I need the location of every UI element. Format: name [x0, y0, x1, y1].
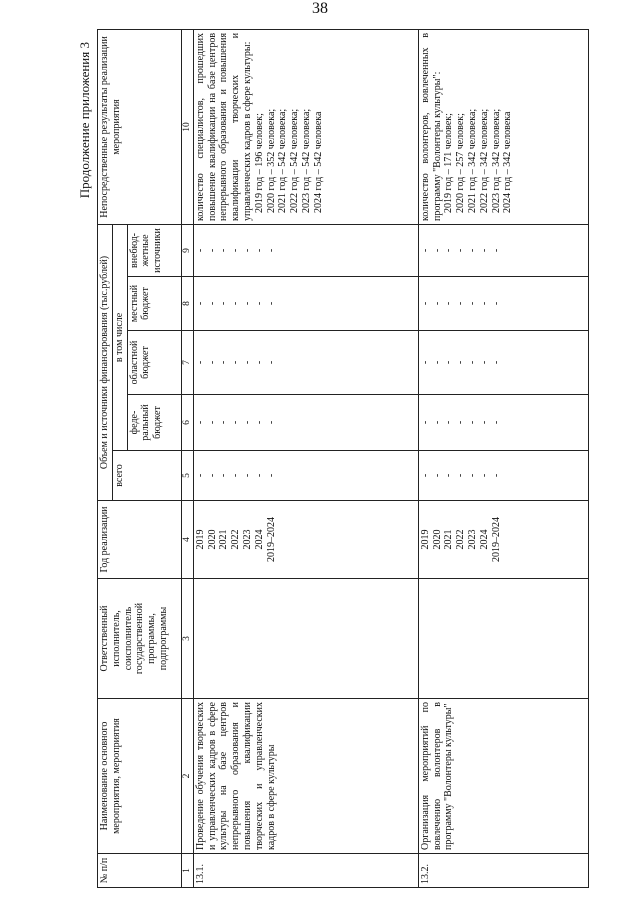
dash-value: -: [206, 301, 218, 306]
dash-value: -: [443, 420, 455, 425]
funding-extrabudget-cell: [193, 224, 418, 276]
dash-value: -: [443, 248, 455, 253]
dash-value: -: [466, 420, 478, 425]
dash-value: -: [455, 473, 467, 478]
dash-value: -: [253, 473, 265, 478]
funding-regional-cell: [418, 331, 588, 395]
dash-value: -: [466, 301, 478, 306]
dash-value: -: [218, 301, 230, 306]
continuation-note: Продолжение приложения 3: [77, 42, 92, 199]
dash-value: -: [206, 360, 218, 365]
year-value: 2024: [478, 529, 490, 550]
dash-value: -: [194, 473, 206, 478]
dash-value: -: [490, 248, 502, 253]
dash-value: -: [431, 420, 443, 425]
year-value: 2020: [431, 529, 443, 550]
years-cell: [193, 501, 418, 579]
dash-value: -: [466, 360, 478, 365]
dash-value: -: [455, 420, 467, 425]
dash-value: -: [265, 420, 277, 425]
dash-value: -: [478, 473, 490, 478]
dash-value: -: [206, 248, 218, 253]
year-value: 2023: [466, 529, 478, 550]
dash-value: -: [218, 248, 230, 253]
header-federal: феде-ральный бюджет: [127, 395, 181, 451]
dash-value: -: [206, 420, 218, 425]
dash-value: -: [194, 248, 206, 253]
row-number: 13.2.: [418, 854, 588, 888]
header-regional: областной бюджет: [127, 331, 181, 395]
result-intro: количество волонтеров, вовлеченных в программу "Волонтеры культуры":: [419, 32, 443, 221]
dash-value: -: [431, 301, 443, 306]
dash-value: -: [206, 473, 218, 478]
rotated-page: [75, 18, 600, 888]
dash-value: -: [490, 360, 502, 365]
dash-value: -: [490, 301, 502, 306]
row-number: 13.1.: [193, 854, 418, 888]
year-value: 2019–2024: [490, 517, 502, 562]
result-line: 2022 год – 542 человека;: [289, 108, 301, 213]
dash-value: -: [241, 360, 253, 365]
dash-value: -: [265, 248, 277, 253]
executor-cell: [193, 579, 418, 699]
activity-name: Организация мероприятий по вовлечению волонтеров в программу "Волонтеры культуры": [418, 699, 588, 854]
dash-value: -: [194, 420, 206, 425]
dash-value: -: [455, 360, 467, 365]
result-line: 2021 год – 342 человека;: [466, 108, 478, 213]
funding-extrabudget-cell: [418, 224, 588, 276]
year-value: 2019: [194, 529, 206, 550]
dash-value: -: [431, 473, 443, 478]
column-number: 7: [181, 331, 193, 395]
column-numbers-row: [181, 29, 193, 887]
funding-local-cell: [418, 277, 588, 331]
funding-total-cell: [418, 451, 588, 501]
page-number: 38: [312, 0, 328, 17]
dash-value: -: [490, 473, 502, 478]
column-number: 10: [181, 29, 193, 224]
column-number: 2: [181, 699, 193, 854]
result-line: 2020 год – 352 человека;: [265, 108, 277, 213]
dash-value: -: [443, 473, 455, 478]
result-line: 2019 год – 196 человек;: [253, 113, 265, 213]
year-value: 2022: [230, 529, 242, 550]
column-number: 5: [181, 451, 193, 501]
column-number: 9: [181, 224, 193, 276]
dash-value: -: [419, 301, 431, 306]
funding-federal-cell: [193, 395, 418, 451]
dash-value: -: [218, 420, 230, 425]
dash-value: -: [478, 248, 490, 253]
table-row: [193, 29, 418, 887]
result-line: 2024 год – 542 человека: [312, 111, 324, 213]
result-line: 2022 год – 342 человека;: [478, 108, 490, 213]
dash-value: -: [194, 360, 206, 365]
year-value: 2024: [253, 529, 265, 550]
year-value: 2022: [455, 529, 467, 550]
result-line: 2020 год – 257 человек;: [455, 113, 467, 213]
dash-value: -: [241, 248, 253, 253]
dash-value: -: [241, 420, 253, 425]
year-value: 2021: [218, 529, 230, 550]
dash-value: -: [241, 473, 253, 478]
column-number: 1: [181, 854, 193, 888]
dash-value: -: [230, 420, 242, 425]
executor-cell: [418, 579, 588, 699]
dash-value: -: [419, 248, 431, 253]
header-results: Непосредственные результаты реализации мероприятия: [98, 29, 182, 224]
table-row: [418, 29, 588, 887]
dash-value: -: [265, 301, 277, 306]
result-cell: [193, 29, 418, 224]
header-including: в том числе: [112, 224, 127, 450]
dash-value: -: [431, 360, 443, 365]
program-table: [97, 29, 589, 888]
year-value: 2021: [443, 529, 455, 550]
dash-value: -: [230, 301, 242, 306]
activity-name: Проведение обучения творческих и управленческих кадров в сфере культуры на базе центров непрерывного образования и повышения квалификации творческих и управленческих кадров в сфере культуры: [193, 699, 418, 854]
funding-regional-cell: [193, 331, 418, 395]
header-name: Наименование основного мероприятия, мероприятия: [98, 699, 182, 854]
dash-value: -: [230, 248, 242, 253]
result-line: 2024 год – 342 человека: [502, 111, 514, 213]
dash-value: -: [443, 301, 455, 306]
result-line: 2023 год – 342 человека;: [490, 108, 502, 213]
dash-value: -: [419, 473, 431, 478]
dash-value: -: [455, 248, 467, 253]
dash-value: -: [253, 420, 265, 425]
dash-value: -: [194, 301, 206, 306]
header-num: № п/п: [98, 854, 182, 888]
header-executor: Ответственный исполнитель, соисполнитель государственной программы, подпрограммы: [98, 579, 182, 699]
dash-value: -: [230, 473, 242, 478]
year-value: 2023: [241, 529, 253, 550]
header-total: всего: [112, 451, 181, 501]
dash-value: -: [265, 473, 277, 478]
column-number: 4: [181, 501, 193, 579]
dash-value: -: [253, 301, 265, 306]
result-line: 2023 год – 542 человека;: [300, 108, 312, 213]
dash-value: -: [419, 420, 431, 425]
dash-value: -: [419, 360, 431, 365]
result-intro: количество специалистов, прошедших повышение квалификации на базе центров непрерывного образования и повышения квалификации творческих и управленческих кадров в сфере культуры:: [194, 32, 253, 221]
dash-value: -: [253, 248, 265, 253]
year-value: 2020: [206, 529, 218, 550]
year-value: 2019–2024: [265, 517, 277, 562]
dash-value: -: [490, 420, 502, 425]
dash-value: -: [265, 360, 277, 365]
dash-value: -: [466, 473, 478, 478]
dash-value: -: [478, 360, 490, 365]
result-line: 2019 год – 171 человек;: [443, 113, 455, 213]
column-number: 6: [181, 395, 193, 451]
dash-value: -: [230, 360, 242, 365]
header-local: местный бюджет: [127, 277, 181, 331]
header-year: Год реализации: [98, 501, 182, 579]
column-number: 3: [181, 579, 193, 699]
funding-federal-cell: [418, 395, 588, 451]
dash-value: -: [431, 248, 443, 253]
funding-local-cell: [193, 277, 418, 331]
funding-total-cell: [193, 451, 418, 501]
dash-value: -: [455, 301, 467, 306]
header-funding-group: Объем и источники финансирования (тыс.рублей): [98, 224, 113, 500]
header-extrabudget: внебюд-жетные источники: [127, 224, 181, 276]
column-number: 8: [181, 277, 193, 331]
year-value: 2019: [419, 529, 431, 550]
dash-value: -: [466, 248, 478, 253]
result-line: 2021 год – 542 человека;: [277, 108, 289, 213]
result-cell: [418, 29, 588, 224]
dash-value: -: [218, 473, 230, 478]
years-cell: [418, 501, 588, 579]
dash-value: -: [253, 360, 265, 365]
dash-value: -: [241, 301, 253, 306]
dash-value: -: [478, 301, 490, 306]
dash-value: -: [443, 360, 455, 365]
dash-value: -: [478, 420, 490, 425]
dash-value: -: [218, 360, 230, 365]
